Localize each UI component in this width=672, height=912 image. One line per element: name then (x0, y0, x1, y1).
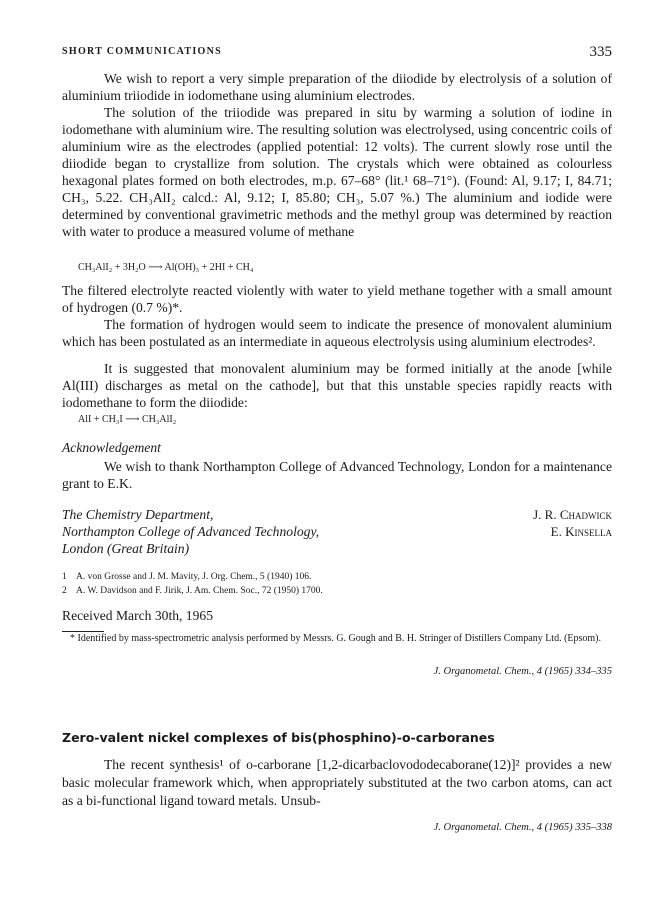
reference-text: A. W. Davidson and F. Jirik, J. Am. Chem. Soc., 72 (1950) 1700. (76, 586, 323, 596)
equation-hydrolysis: CH₃AlI₂ + 3H₂O ⟶ Al(OH)₃ + 2HI + CH₄ (78, 262, 254, 273)
article-title: Zero-valent nickel complexes of bis(phosphino)-o-carboranes (62, 730, 495, 745)
journal-citation-2: J. Organometal. Chem., 4 (1965) 335–338 (433, 822, 612, 833)
reference-item (62, 584, 323, 598)
address-line-3: London (Great Britain) (62, 541, 190, 556)
reference-text: A. von Grosse and J. M. Mavity, J. Org. Chem., 5 (1940) 106. (76, 572, 312, 582)
paragraph-intro: We wish to report a very simple preparation of the diiodide by electrolysis of a solution of aluminium triiodide in iodomethane using aluminium electrodes. (62, 71, 612, 103)
address-line-2: Northampton College of Advanced Technology, (62, 524, 320, 539)
reference-number: 2 (62, 586, 67, 596)
reference-item (62, 570, 323, 584)
journal-citation: J. Organometal. Chem., 4 (1965) 334–335 (433, 666, 612, 677)
address-line-1: The Chemistry Department, (62, 507, 214, 522)
reference-number: 1 (62, 572, 67, 582)
reference-list (62, 570, 323, 598)
received-date: Received March 30th, 1965 (62, 608, 213, 623)
acknowledgement-text: We wish to thank Northampton College of Advanced Technology, London for a maintenance grant to E.K. (62, 459, 612, 491)
section-title: SHORT COMMUNICATIONS (62, 46, 223, 57)
affiliation-address (62, 506, 319, 557)
article-opening-paragraph: The recent synthesis¹ of o-carborane [1,2-dicarbaclovododecaborane(12)]² provides a new basic molecular framework which, when appropriately substituted at the two carbon atoms, can act as a bi-functional ligand toward metals. Unsub- (62, 757, 612, 808)
paragraph-method: The solution of the triiodide was prepared in situ by warming a solution of iodine in iodomethane with aluminium wire. The resulting solution was electrolysed, using concentric coils of aluminium wire as the electrodes (applied potential: 12 volts). The current slowly rose until the diiodide began to crystallize from solution. The crystals which were obtained as colourless hexagonal plates formed on both electrodes, m.p. 67–68° (lit.¹ 68–71°). (Found: Al, 9.17; I, 84.71; CH₃, 5.22. CH₃AlI₂ calcd.: Al, 9.12; I, 85.80; CH₃, 5.07 %.) The aluminium and iodide were determined by conventional gravimetric methods and the methyl group was determined by reaction with water to produce a measured volume of methane (62, 105, 612, 239)
author-list (533, 506, 612, 540)
running-header (62, 44, 612, 62)
footnote: * Identified by mass-spectrometric analysis performed by Messrs. G. Gough and B. H. Stringer of Distillers Company Ltd. (Epsom). (70, 633, 602, 644)
author-2: E. Kinsella (550, 524, 612, 539)
acknowledgement-heading: Acknowledgement (62, 440, 161, 455)
page-number: 335 (589, 44, 612, 60)
equation-formation: AlI + CH₃I ⟶ CH₃AlI₂ (78, 414, 177, 425)
paragraph-hydrogen: The formation of hydrogen would seem to indicate the presence of monovalent aluminium which has been postulated as an intermediate in aqueous electrolysis using aluminium electrodes². (62, 317, 612, 349)
paragraph-electrolyte: The filtered electrolyte reacted violently with water to yield methane together with a small amount of hydrogen (0.7 %)*. (62, 283, 612, 315)
paragraph-mechanism: It is suggested that monovalent aluminium may be formed initially at the anode [while Al(III) discharges as metal on the cathode], but that this unstable species rapidly reacts with iodomethane to form the diiodide: (62, 361, 612, 410)
author-1: J. R. Chadwick (533, 507, 612, 522)
